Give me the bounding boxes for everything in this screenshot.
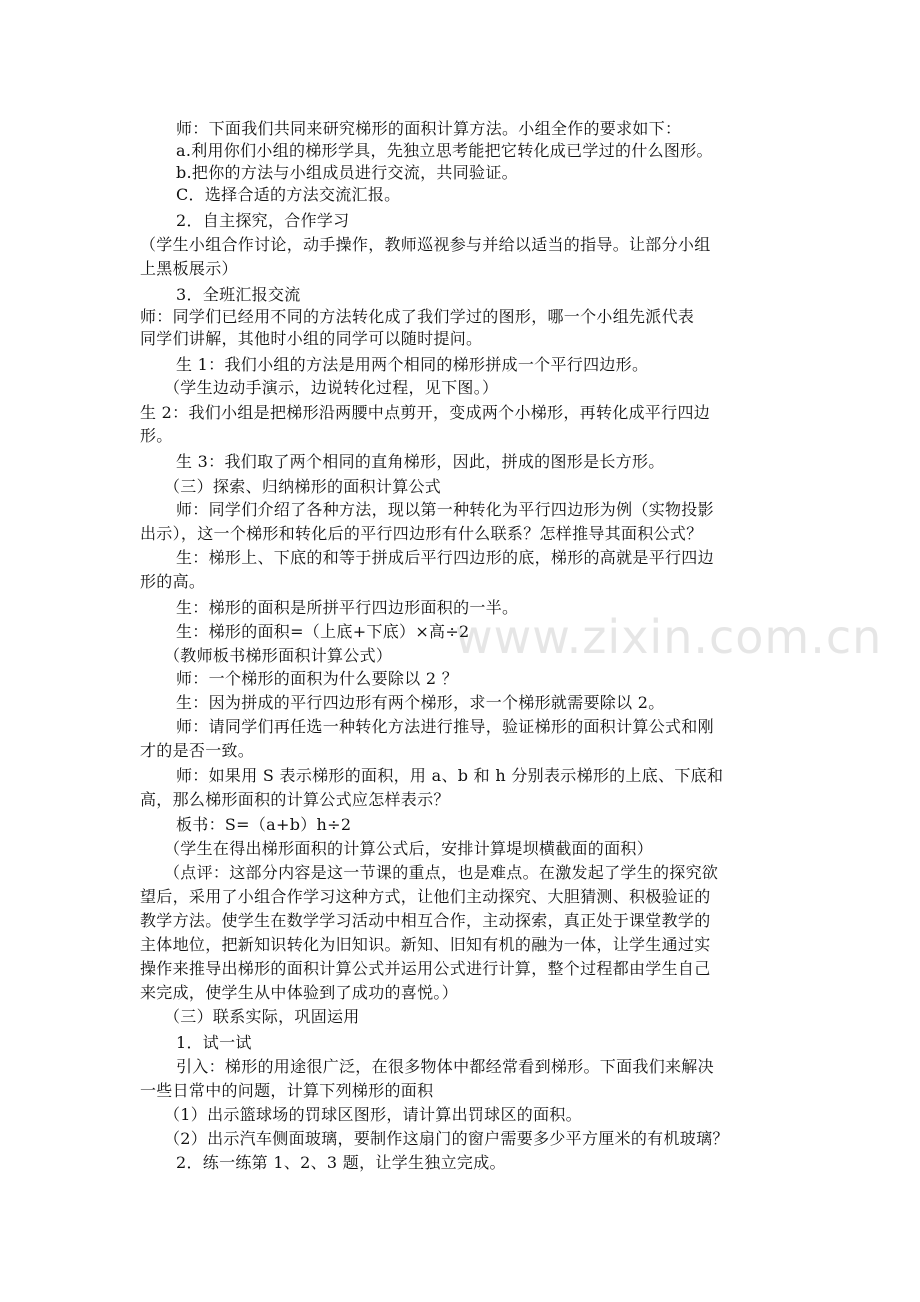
text-line: （2）出示汽车侧面玻璃，要制作这扇门的窗户需要多少平方厘米的有机玻璃？ — [164, 1129, 729, 1148]
text-line: 形的高。 — [140, 572, 206, 591]
text-line: 引入：梯形的用途很广泛，在很多物体中都经常看到梯形。下面我们来解决 — [176, 1057, 714, 1076]
text-line: （教师板书梯形面积计算公式） — [164, 646, 393, 665]
text-line: 师：请同学们再任选一种转化方法进行推导，验证梯形的面积计算公式和刚 — [176, 717, 714, 736]
text-line: 同学们讲解，其他时小组的同学可以随时提问。 — [140, 329, 483, 348]
text-line: 师：同学们介绍了各种方法，现以第一种转化为平行四边形为例（实物投影 — [176, 500, 714, 519]
text-line: 一些日常中的问题，计算下列梯形的面积 — [140, 1081, 434, 1100]
text-line: 师：如果用 S 表示梯形的面积，用 a、b 和 h 分别表示梯形的上底、下底和 — [176, 766, 724, 785]
text-line: 2．练一练第 1、2、3 题，让学生独立完成。 — [176, 1153, 506, 1172]
text-line: 生：梯形上、下底的和等于拼成后平行四边形的底，梯形的高就是平行四边 — [176, 548, 714, 567]
text-line: 生：梯形的面积是所拼平行四边形面积的一半。 — [176, 598, 519, 617]
text-line: 2．自主探究，合作学习 — [176, 211, 350, 230]
text-line: 1．试一试 — [176, 1033, 252, 1052]
text-line: 3．全班汇报交流 — [176, 285, 301, 304]
text-line: （学生边动手演示，边说转化过程，见下图。） — [164, 378, 499, 397]
text-line: 才的是否一致。 — [140, 741, 255, 760]
text-line: 师：同学们已经用不同的方法转化成了我们学过的图形，哪一个小组先派代表 — [140, 307, 695, 326]
text-line: 主体地位，把新知识转化为旧知识。新知、旧知有机的融为一体，让学生通过实 — [140, 935, 711, 954]
text-line: （三）联系实际，巩固运用 — [164, 1007, 360, 1026]
text-line: 望后，采用了小组合作学习这种方式，让他们主动探究、大胆猜测、积极验证的 — [140, 887, 711, 906]
watermark: www.zixin.com.cn — [455, 610, 883, 664]
text-line: （学生小组合作讨论，动手操作，教师巡视参与并给以适当的指导。让部分小组 — [140, 235, 711, 254]
text-line: 师：一个梯形的面积为什么要除以 2 ？ — [176, 669, 459, 688]
text-line: （1）出示篮球场的罚球区图形，请计算出罚球区的面积。 — [164, 1105, 582, 1124]
text-line: 教学方法。使学生在数学学习活动中相互合作，主动探索，真正处于课堂教学的 — [140, 911, 711, 930]
text-line: （点评：这部分内容是这一节课的重点，也是难点。在激发起了学生的探究欲 — [164, 863, 719, 882]
text-line: C．选择合适的方法交流汇报。 — [176, 185, 401, 204]
text-line: 来完成，使学生从中体验到了成功的喜悦。） — [140, 983, 459, 1002]
text-line: b.把你的方法与小组成员进行交流，共同验证。 — [176, 163, 518, 182]
text-line: 生 3：我们取了两个相同的直角梯形，因此，拼成的图形是长方形。 — [176, 452, 665, 471]
text-line: 高，那么梯形面积的计算公式应怎样表示？ — [140, 790, 450, 809]
text-line: a.利用你们小组的梯形学具，先独立思考能把它转化成已学过的什么图形。 — [176, 141, 713, 160]
text-line: 出示），这一个梯形和转化后的平行四边形有什么联系？怎样推导其面积公式？ — [140, 524, 703, 543]
text-line: 板书：S=（a+b）h÷2 — [176, 815, 352, 834]
text-line: 上黑板展示） — [140, 259, 238, 278]
text-line: 师：下面我们共同来研究梯形的面积计算方法。小组全作的要求如下： — [176, 119, 682, 138]
text-line: 生：梯形的面积=（上底+下底）×高÷2 — [176, 622, 470, 641]
text-line: 生：因为拼成的平行四边形有两个梯形，求一个梯形就需要除以 2。 — [176, 693, 665, 712]
text-line: 形。 — [140, 426, 173, 445]
text-line: 操作来推导出梯形的面积计算公式并运用公式进行计算，整个过程都由学生自己 — [140, 959, 711, 978]
text-line: （三）探索、归纳梯形的面积计算公式 — [164, 477, 442, 496]
text-line: 生 1：我们小组的方法是用两个相同的梯形拼成一个平行四边形。 — [176, 355, 649, 374]
text-line: 生 2：我们小组是把梯形沿两腰中点剪开，变成两个小梯形，再转化成平行四边 — [140, 403, 711, 422]
text-line: （学生在得出梯形面积的计算公式后，安排计算堤坝横截面的面积） — [164, 839, 654, 858]
